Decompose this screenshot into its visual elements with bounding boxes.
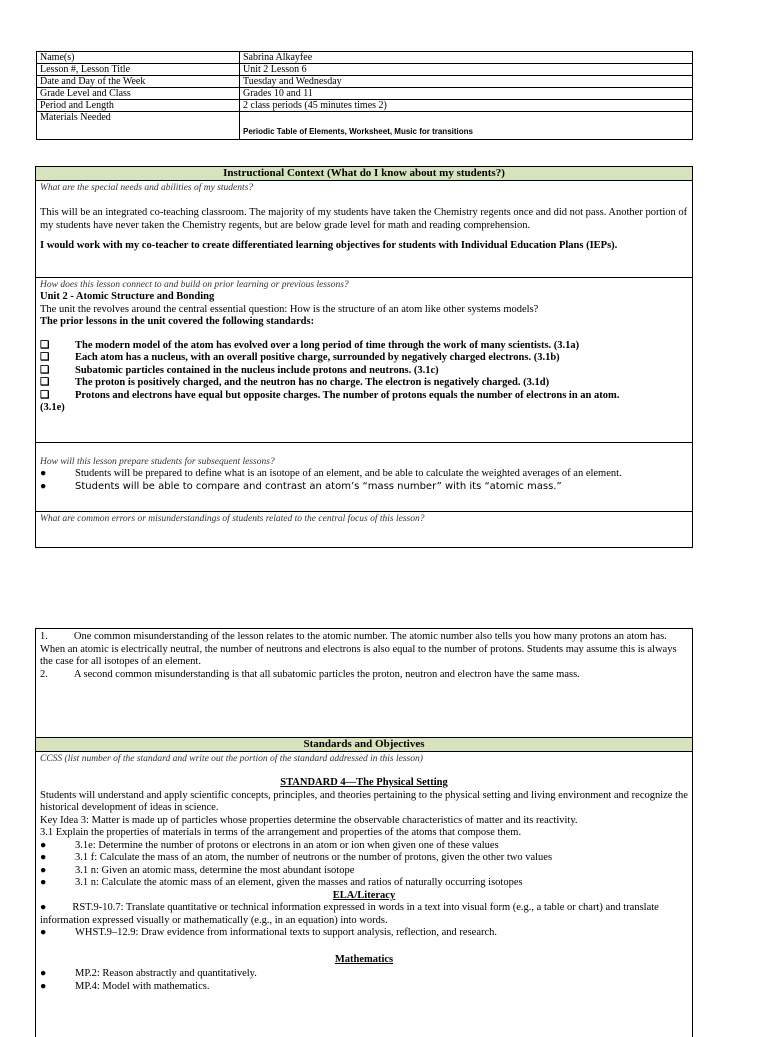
prep-text: Students will be able to compare and contrast an atom’s “mass number” with its “atomic mass.” (75, 480, 562, 492)
standard4-text: Students will understand and apply scientific concepts, principles, and theories pertaining to the physical setting and living environment and recognize the historical development of ideas in science. (40, 789, 688, 813)
info-label: Materials Needed (37, 112, 240, 140)
special-needs-section (36, 181, 692, 278)
misunderstandings-question-section (36, 512, 692, 525)
checkbox-icon: ❑ (40, 352, 50, 363)
prior-learning-section (36, 278, 692, 443)
misunderstanding-item (40, 669, 688, 682)
question-subsequent: How will this lesson prepare students for subsequent lessons? (40, 457, 275, 467)
bullet-icon: ● (40, 864, 47, 876)
info-label: Period and Length (37, 100, 240, 112)
info-value: Unit 2 Lesson 6 (240, 64, 693, 76)
prior-standards-intro: The prior lessons in the unit covered the following standards: (40, 316, 315, 327)
list-item (40, 481, 688, 494)
info-row (37, 88, 693, 100)
list-item (40, 981, 688, 994)
list-item (40, 877, 688, 890)
info-value: Sabrina Alkayfee (240, 52, 693, 64)
misunderstanding-text: A second common misunderstanding is that all subatomic particles the proton, neutron and electron have the same mass. (73, 668, 580, 680)
math-title: Mathematics (334, 953, 394, 965)
bullet-icon: ● (40, 468, 47, 479)
bullet-icon: ● (40, 839, 47, 851)
instructional-context-header: Instructional Context (What do I know about my students?) (36, 167, 692, 181)
list-item (40, 927, 688, 940)
list-item (40, 468, 688, 481)
ela-text: WHST.9–12.9: Draw evidence from informational texts to support analysis, reflection, and research. (75, 927, 498, 938)
math-text: MP.4: Model with mathematics. (75, 980, 210, 992)
misunderstandings-box (35, 628, 693, 738)
list-item (40, 340, 688, 353)
bullet-icon: ● (40, 877, 47, 888)
math-text: MP.2: Reason abstractly and quantitatively. (75, 968, 257, 979)
info-row (37, 76, 693, 88)
list-item (40, 865, 688, 878)
list-item (40, 968, 688, 981)
list-item (40, 840, 688, 853)
info-label: Date and Day of the Week (37, 76, 240, 88)
unit-question: The unit the revolves around the central essential question: How is the structure of an atom like other systems models? (40, 303, 539, 315)
bullet-icon: ● (40, 480, 47, 492)
bullet-icon: ● (40, 927, 47, 938)
checkbox-icon: ❑ (40, 377, 50, 388)
bullet-icon: ● (40, 980, 47, 992)
ela-text: RST.9-10.7: Translate quantitative or technical information expressed in words in a text into visual form (e.g., a table or chart) and translate information expressed visually or mathematically (e.g., in an equation) into words. (40, 902, 659, 926)
question-ccss: CCSS (list number of the standard and write out the portion of the standard addressed in this lesson) (40, 754, 423, 764)
checkbox-icon: ❑ (40, 339, 50, 351)
standard-item-text: 3.1 f: Calculate the mass of an atom, the number of neutrons or the number of protons, given the other two values (75, 852, 553, 863)
standard-item-text: 3.1 n: Calculate the atomic mass of an element, given the masses and ratios of naturally occurring isotopes (75, 877, 523, 888)
standards-header: Standards and Objectives (36, 738, 692, 752)
prior-standards-list (40, 340, 688, 415)
item-number: 2. (40, 668, 48, 680)
info-value: Tuesday and Wednesday (240, 76, 693, 88)
info-value: Grades 10 and 11 (240, 88, 693, 100)
standard-text: Each atom has a nucleus, with an overall positive charge, surrounded by negatively charged electrons. (3.1b) (75, 352, 560, 363)
question-prior-learning: How does this lesson connect to and build on prior learning or previous lessons? (40, 280, 349, 290)
list-item (40, 377, 688, 390)
info-label: Name(s) (37, 52, 240, 64)
misunderstanding-text: One common misunderstanding of the lesson relates to the atomic number. The atomic number also tells you how many protons an atom has. When an atomic is electrically neutral, the number of neutrons and electrons is also equal to the number of protons. Students may assume this is always the case for all isotopes of an element. (40, 631, 677, 667)
misunderstanding-item (40, 631, 688, 669)
item-number: 1. (40, 631, 48, 642)
question-special-needs: What are the special needs and abilities of my students? (40, 183, 254, 193)
info-label: Lesson #, Lesson Title (37, 64, 240, 76)
standard4-title: STANDARD 4—The Physical Setting (280, 777, 448, 788)
standard-tail: (3.1e) (40, 402, 65, 413)
standards-box (35, 737, 693, 1037)
subsequent-lessons-section (36, 443, 692, 512)
standard-item-text: 3.1e: Determine the number of protons or electrons in an atom or ion when given one of these values (75, 839, 499, 851)
list-item (40, 390, 688, 403)
standard-item-text: 3.1 n: Given an atomic mass, determine the most abundant isotope (75, 864, 355, 876)
info-label: Grade Level and Class (37, 88, 240, 100)
checkbox-icon: ❑ (40, 389, 50, 401)
info-row (37, 52, 693, 64)
question-misunderstandings: What are common errors or misunderstandings of students related to the central focus of this lesson? (40, 514, 425, 524)
bullet-icon: ● (40, 902, 47, 913)
checkbox-icon: ❑ (40, 364, 50, 376)
standards-content (36, 752, 692, 993)
bullet-icon: ● (40, 852, 47, 863)
info-value: 2 class periods (45 minutes times 2) (240, 100, 693, 112)
misunderstandings-list (36, 629, 692, 681)
list-item (40, 852, 688, 865)
special-needs-text: This will be an integrated co-teaching classroom. The majority of my students have taken the Chemistry regents once and did not pass. Another portion of my students have never taken the Chemistry regents, but are below grade level for math and reading comprehension. (40, 207, 688, 231)
list-item (40, 365, 688, 378)
prep-text: Students will be prepared to define what is an isotope of an element, and be able to calculate the weighted averages of an element. (75, 468, 622, 479)
standard-text: Subatomic particles contained in the nucleus include protons and neutrons. (3.1c) (75, 364, 439, 376)
info-row (37, 112, 693, 140)
ela-item (40, 902, 688, 927)
standard-text: Protons and electrons have equal but opposite charges. The number of protons equals the number of electrons in an atom. (75, 389, 620, 401)
key-idea-text: Key Idea 3: Matter is made up of particles whose properties determine the observable characteristics of matter and its reactivity. (40, 814, 578, 826)
ela-title: ELA/Literacy (332, 889, 396, 901)
info-row (37, 64, 693, 76)
coteacher-text: I would work with my co-teacher to create differentiated learning objectives for students with Individual Education Plans (IEPs). (40, 240, 618, 251)
unit-title: Unit 2 - Atomic Structure and Bonding (40, 291, 215, 302)
standard-text: The proton is positively charged, and the neutron has no charge. The electron is negatively charged. (3.1d) (75, 377, 550, 388)
instructional-context-box (35, 166, 693, 548)
explain-text: 3.1 Explain the properties of materials in terms of the arrangement and properties of the atoms that compose them. (40, 827, 522, 838)
standard-text: The modern model of the atom has evolved over a long period of time through the work of many scientists. (3.1a) (75, 339, 580, 351)
list-item (40, 352, 688, 365)
lesson-info-table (36, 51, 693, 140)
materials-value: Periodic Table of Elements, Worksheet, Music for transitions (243, 127, 473, 136)
bullet-icon: ● (40, 968, 47, 979)
info-row (37, 100, 693, 112)
